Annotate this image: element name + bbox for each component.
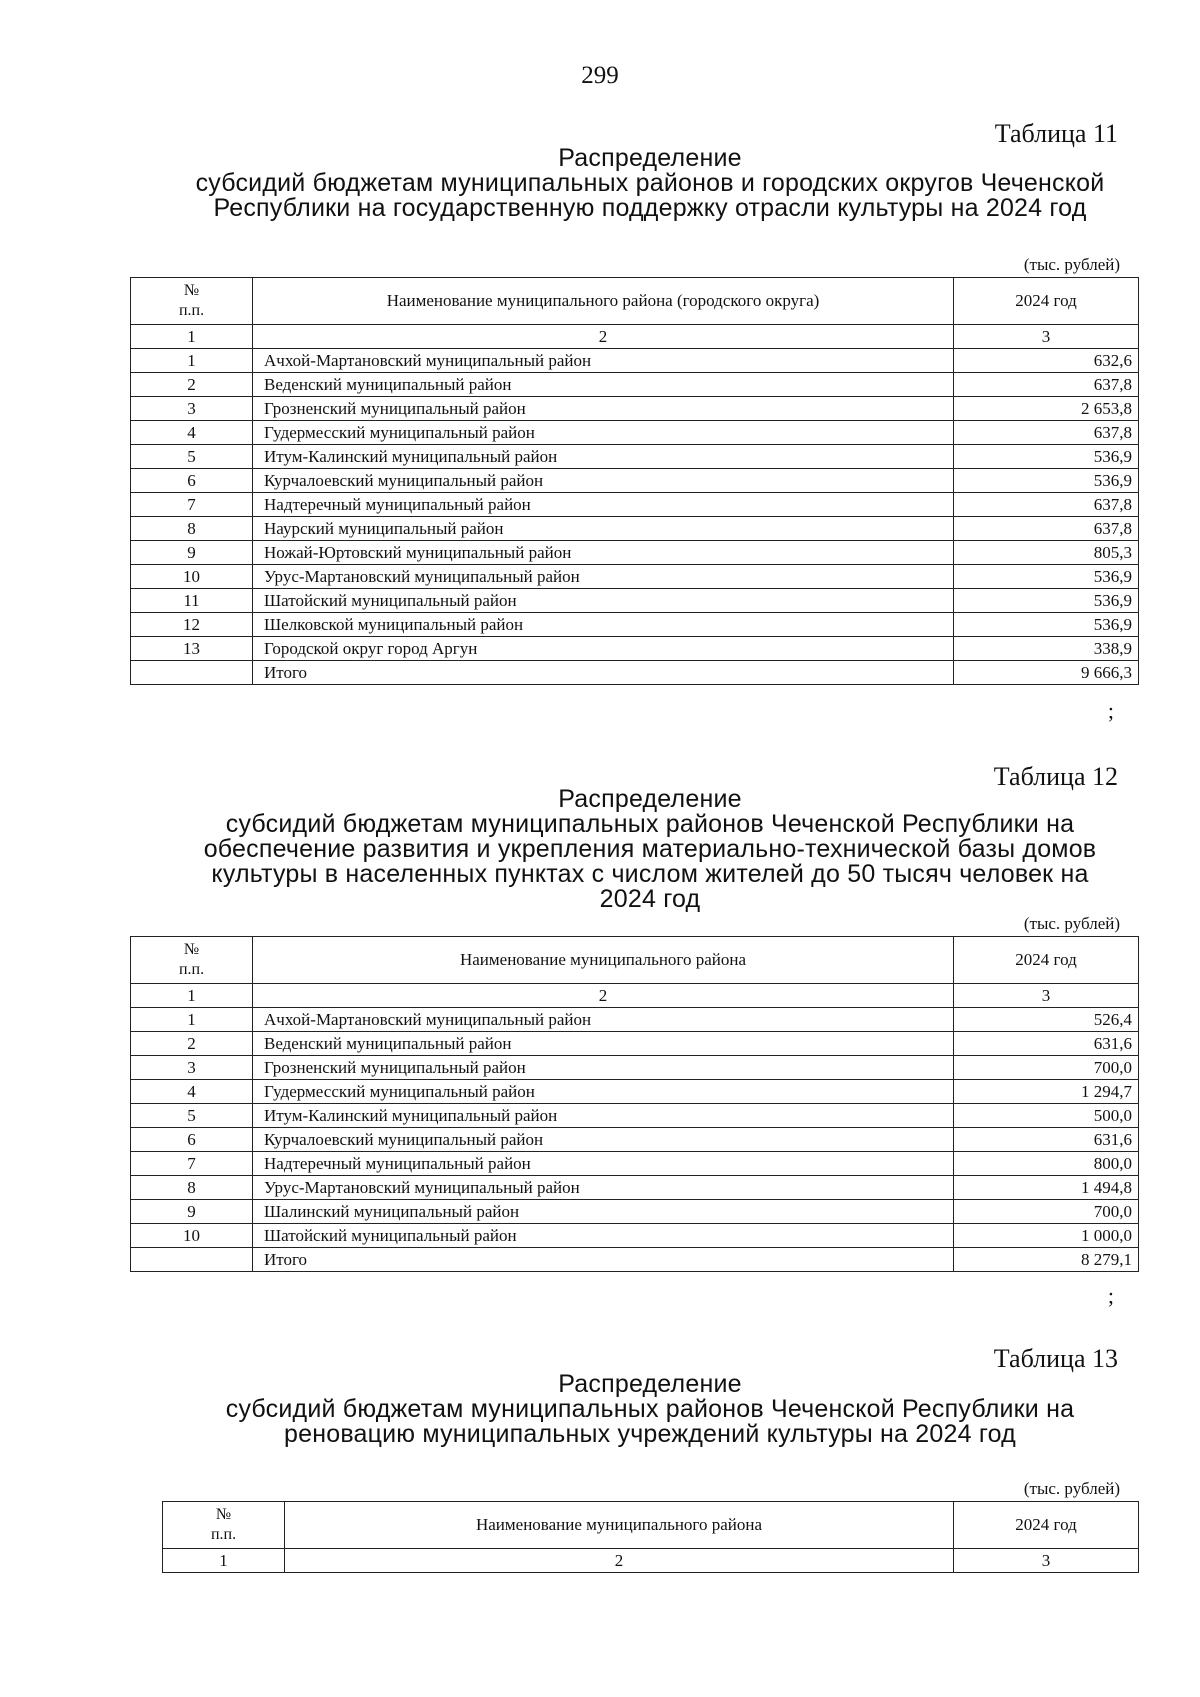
- district-name: Веденский муниципальный район: [253, 1032, 954, 1056]
- total-row: [131, 661, 1139, 685]
- district-name: Наурский муниципальный район: [253, 517, 954, 541]
- empty-cell: [131, 661, 253, 685]
- column-index: 3: [954, 325, 1139, 349]
- table-row: [131, 1080, 1139, 1104]
- row-number: 12: [131, 613, 253, 637]
- district-name: Ачхой-Мартановский муниципальный район: [253, 1008, 954, 1032]
- table-13: [162, 1501, 1139, 1573]
- district-name: Веденский муниципальный район: [253, 373, 954, 397]
- empty-cell: [131, 1248, 253, 1272]
- table-row: [131, 469, 1139, 493]
- row-number: 2: [131, 373, 253, 397]
- table-header-row: [131, 278, 1139, 325]
- table-11-units: (тыс. рублей): [1023, 255, 1120, 274]
- column-index: 1: [163, 1549, 285, 1573]
- table-row: [131, 565, 1139, 589]
- district-name: Курчалоевский муниципальный район: [253, 469, 954, 493]
- column-index: 1: [131, 325, 253, 349]
- table-row: [131, 1176, 1139, 1200]
- subsidy-value: 800,0: [954, 1152, 1139, 1176]
- table-13-units: (тыс. рублей): [1023, 1479, 1120, 1498]
- table-row: [131, 349, 1139, 373]
- row-number: 8: [131, 517, 253, 541]
- column-index: 1: [131, 984, 253, 1008]
- row-number: 5: [131, 1104, 253, 1128]
- table-12-heading-line: Распределение: [558, 785, 742, 813]
- subsidy-value: 637,8: [954, 421, 1139, 445]
- table-row: [131, 373, 1139, 397]
- total-value: 9 666,3: [954, 661, 1139, 685]
- table-12-heading: [120, 787, 1180, 912]
- district-name: Надтеречный муниципальный район: [253, 1152, 954, 1176]
- table-row: [131, 517, 1139, 541]
- subsidy-value: 631,6: [954, 1032, 1139, 1056]
- district-name: Шалинский муниципальный район: [253, 1200, 954, 1224]
- table-row: [131, 1104, 1139, 1128]
- row-number: 3: [131, 397, 253, 421]
- table-11-heading-line: субсидий бюджетам муниципальных районов и городских округов Чеченской: [195, 169, 1105, 197]
- column-index: 3: [954, 984, 1139, 1008]
- row-number: 13: [131, 637, 253, 661]
- subsidy-value: 1 294,7: [954, 1080, 1139, 1104]
- table-13-heading: [120, 1372, 1180, 1447]
- district-name: Грозненский муниципальный район: [253, 397, 954, 421]
- row-number: 6: [131, 1128, 253, 1152]
- total-row: [131, 1248, 1139, 1272]
- column-year-header: 2024 год: [954, 937, 1139, 984]
- subsidy-value: 536,9: [954, 565, 1139, 589]
- row-number: 1: [131, 1008, 253, 1032]
- district-name: Курчалоевский муниципальный район: [253, 1128, 954, 1152]
- table-row: [131, 1224, 1139, 1248]
- table-row: [131, 613, 1139, 637]
- district-name: Надтеречный муниципальный район: [253, 493, 954, 517]
- total-label: Итого: [253, 661, 954, 685]
- column-name-header: Наименование муниципального района: [285, 1502, 954, 1549]
- row-number: 5: [131, 445, 253, 469]
- table-12-heading-line: обеспечение развития и укрепления материально-технической базы домов: [203, 835, 1097, 863]
- table-row: [131, 397, 1139, 421]
- column-index: 2: [253, 984, 954, 1008]
- table-12-heading-line: субсидий бюджетам муниципальных районов Чеченской Республики на: [225, 810, 1075, 838]
- subsidy-value: 631,6: [954, 1128, 1139, 1152]
- table-13-heading-line: субсидий бюджетам муниципальных районов Чеченской Республики на: [225, 1395, 1075, 1423]
- table-header-row: [163, 1502, 1139, 1549]
- column-index-row: [131, 325, 1139, 349]
- column-index-row: [163, 1549, 1139, 1573]
- table-row: [131, 1032, 1139, 1056]
- table-12-end-mark: ;: [1107, 1283, 1114, 1308]
- table-11-heading-line: Распределение: [558, 144, 742, 172]
- district-name: Шатойский муниципальный район: [253, 589, 954, 613]
- table-row: [131, 1008, 1139, 1032]
- row-number: 4: [131, 1080, 253, 1104]
- column-index: 3: [954, 1549, 1139, 1573]
- column-name-header: Наименование муниципального района (городского округа): [253, 278, 954, 325]
- row-number: 10: [131, 565, 253, 589]
- table-11: [130, 277, 1139, 685]
- total-label: Итого: [253, 1248, 954, 1272]
- table-row: [131, 421, 1139, 445]
- table-13-heading-line: Распределение: [558, 1370, 742, 1398]
- subsidy-value: 536,9: [954, 589, 1139, 613]
- table-12-label: Таблица 12: [993, 762, 1118, 791]
- table-row: [131, 493, 1139, 517]
- row-number: 7: [131, 493, 253, 517]
- row-number: 3: [131, 1056, 253, 1080]
- subsidy-value: 536,9: [954, 613, 1139, 637]
- subsidy-value: 500,0: [954, 1104, 1139, 1128]
- table-11-label: Таблица 11: [994, 119, 1118, 148]
- district-name: Итум-Калинский муниципальный район: [253, 445, 954, 469]
- row-number: 7: [131, 1152, 253, 1176]
- table-row: [131, 1152, 1139, 1176]
- district-name: Гудермесский муниципальный район: [253, 421, 954, 445]
- subsidy-value: 1 494,8: [954, 1176, 1139, 1200]
- row-number: 4: [131, 421, 253, 445]
- subsidy-value: 536,9: [954, 469, 1139, 493]
- subsidy-value: 805,3: [954, 541, 1139, 565]
- table-12-heading-line: 2024 год: [599, 885, 701, 913]
- district-name: Итум-Калинский муниципальный район: [253, 1104, 954, 1128]
- column-index-row: [131, 984, 1139, 1008]
- subsidy-value: 700,0: [954, 1056, 1139, 1080]
- district-name: Грозненский муниципальный район: [253, 1056, 954, 1080]
- row-number: 10: [131, 1224, 253, 1248]
- table-11-end-mark: ;: [1107, 698, 1114, 723]
- row-number: 8: [131, 1176, 253, 1200]
- subsidy-value: 632,6: [954, 349, 1139, 373]
- district-name: Городской округ город Аргун: [253, 637, 954, 661]
- table-12: [130, 936, 1139, 1272]
- district-name: Шатойский муниципальный район: [253, 1224, 954, 1248]
- subsidy-value: 2 653,8: [954, 397, 1139, 421]
- table-header-row: [131, 937, 1139, 984]
- table-row: [131, 637, 1139, 661]
- district-name: Гудермесский муниципальный район: [253, 1080, 954, 1104]
- row-number: 9: [131, 541, 253, 565]
- table-row: [131, 445, 1139, 469]
- subsidy-value: 536,9: [954, 445, 1139, 469]
- row-number: 11: [131, 589, 253, 613]
- subsidy-value: 637,8: [954, 493, 1139, 517]
- column-number-header: № п.п.: [131, 278, 253, 325]
- table-12-units: (тыс. рублей): [1023, 914, 1120, 933]
- table-row: [131, 589, 1139, 613]
- subsidy-value: 1 000,0: [954, 1224, 1139, 1248]
- table-13-heading-line: реновацию муниципальных учреждений культуры на 2024 год: [284, 1420, 1016, 1448]
- page-number: 299: [581, 62, 619, 89]
- table-13-label: Таблица 13: [993, 1344, 1118, 1373]
- district-name: Ачхой-Мартановский муниципальный район: [253, 349, 954, 373]
- column-number-header: № п.п.: [131, 937, 253, 984]
- subsidy-value: 526,4: [954, 1008, 1139, 1032]
- subsidy-value: 637,8: [954, 373, 1139, 397]
- subsidy-value: 338,9: [954, 637, 1139, 661]
- column-year-header: 2024 год: [954, 1502, 1139, 1549]
- column-index: 2: [253, 325, 954, 349]
- row-number: 2: [131, 1032, 253, 1056]
- column-year-header: 2024 год: [954, 278, 1139, 325]
- column-number-header: № п.п.: [163, 1502, 285, 1549]
- row-number: 6: [131, 469, 253, 493]
- row-number: 9: [131, 1200, 253, 1224]
- table-11-heading-line: Республики на государственную поддержку отрасли культуры на 2024 год: [213, 194, 1087, 222]
- column-name-header: Наименование муниципального района: [253, 937, 954, 984]
- row-number: 1: [131, 349, 253, 373]
- table-row: [131, 1128, 1139, 1152]
- district-name: Ножай-Юртовский муниципальный район: [253, 541, 954, 565]
- subsidy-value: 700,0: [954, 1200, 1139, 1224]
- subsidy-value: 637,8: [954, 517, 1139, 541]
- table-12-heading-line: культуры в населенных пунктах с числом жителей до 50 тысяч человек на: [211, 860, 1089, 888]
- district-name: Урус-Мартановский муниципальный район: [253, 1176, 954, 1200]
- table-row: [131, 1200, 1139, 1224]
- column-index: 2: [285, 1549, 954, 1573]
- table-row: [131, 541, 1139, 565]
- district-name: Урус-Мартановский муниципальный район: [253, 565, 954, 589]
- district-name: Шелковской муниципальный район: [253, 613, 954, 637]
- total-value: 8 279,1: [954, 1248, 1139, 1272]
- table-row: [131, 1056, 1139, 1080]
- table-11-heading: [118, 146, 1182, 221]
